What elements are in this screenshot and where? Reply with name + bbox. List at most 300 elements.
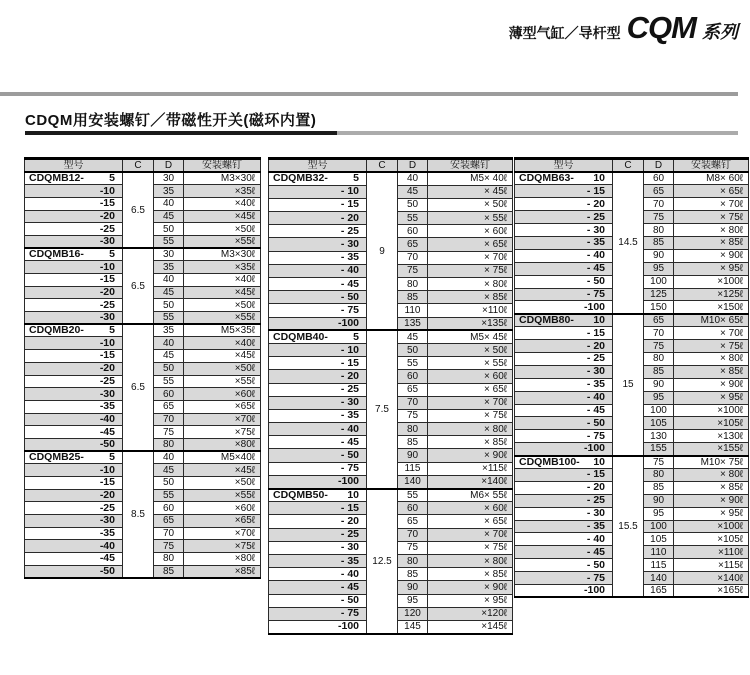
mounting-screw-cell: × 85ℓ bbox=[428, 291, 513, 304]
d-dimension-cell: 50 bbox=[398, 343, 428, 356]
mounting-screw-cell: M8× 60ℓ bbox=[674, 172, 749, 185]
mounting-screw-cell: M3×30ℓ bbox=[184, 248, 261, 261]
stroke-value: 10 bbox=[593, 172, 605, 185]
mounting-screw-cell: × 80ℓ bbox=[674, 352, 749, 365]
mounting-screw-cell: × 85ℓ bbox=[674, 365, 749, 378]
d-dimension-cell: 145 bbox=[398, 620, 428, 633]
stroke-cell: - 30 bbox=[269, 238, 367, 251]
table-row bbox=[269, 489, 513, 502]
d-dimension-cell: 105 bbox=[644, 417, 674, 430]
d-dimension-cell: 60 bbox=[398, 225, 428, 238]
stroke-cell: - 35 bbox=[515, 520, 613, 533]
table-row bbox=[269, 172, 513, 185]
stroke-cell: -25 bbox=[25, 223, 123, 236]
d-dimension-cell: 75 bbox=[644, 456, 674, 469]
c-dimension-cell: 15.5 bbox=[613, 456, 644, 598]
stroke-cell: - 75 bbox=[269, 462, 367, 475]
d-dimension-cell: 70 bbox=[398, 251, 428, 264]
stroke-cell: - 30 bbox=[269, 396, 367, 409]
d-dimension-cell: 80 bbox=[644, 224, 674, 237]
d-dimension-cell: 80 bbox=[398, 423, 428, 436]
mounting-screw-cell: ×105ℓ bbox=[674, 417, 749, 430]
stroke-cell: -20 bbox=[25, 286, 123, 299]
d-dimension-cell: 40 bbox=[154, 451, 184, 464]
d-dimension-cell: 80 bbox=[154, 553, 184, 566]
mounting-screw-cell: × 70ℓ bbox=[674, 327, 749, 340]
d-dimension-cell: 45 bbox=[154, 286, 184, 299]
model-prefix: CDQMB25- bbox=[29, 451, 84, 464]
stroke-cell: - 45 bbox=[269, 278, 367, 291]
stroke-cell: - 75 bbox=[269, 304, 367, 317]
d-dimension-cell: 135 bbox=[398, 317, 428, 330]
mounting-screw-cell: ×75ℓ bbox=[184, 540, 261, 553]
col-header-screw: 安装螺钉 bbox=[428, 159, 513, 173]
d-dimension-cell: 80 bbox=[154, 438, 184, 451]
mounting-screw-cell: ×80ℓ bbox=[184, 553, 261, 566]
stroke-value: 5 bbox=[109, 248, 115, 261]
mounting-screw-cell: × 70ℓ bbox=[674, 198, 749, 211]
d-dimension-cell: 90 bbox=[644, 249, 674, 262]
table-row bbox=[515, 456, 749, 469]
stroke-cell: - 25 bbox=[515, 494, 613, 507]
series-name: CQM bbox=[626, 10, 696, 45]
model-cell bbox=[515, 172, 613, 185]
d-dimension-cell: 80 bbox=[644, 352, 674, 365]
model-prefix: CDQMB20- bbox=[29, 324, 84, 337]
mounting-screw-cell: × 55ℓ bbox=[428, 357, 513, 370]
c-dimension-cell: 6.5 bbox=[123, 172, 154, 248]
stroke-cell: - 15 bbox=[269, 502, 367, 515]
table-row bbox=[515, 314, 749, 327]
d-dimension-cell: 65 bbox=[154, 515, 184, 528]
stroke-cell: - 75 bbox=[515, 430, 613, 443]
d-dimension-cell: 115 bbox=[398, 462, 428, 475]
stroke-cell: - 35 bbox=[269, 409, 367, 422]
mounting-screw-cell: ×100ℓ bbox=[674, 275, 749, 288]
stroke-cell: - 35 bbox=[515, 378, 613, 391]
mounting-screw-cell: × 55ℓ bbox=[428, 212, 513, 225]
d-dimension-cell: 80 bbox=[398, 554, 428, 567]
d-dimension-cell: 45 bbox=[154, 210, 184, 223]
mounting-screw-cell: ×70ℓ bbox=[184, 413, 261, 426]
stroke-cell: - 45 bbox=[269, 581, 367, 594]
d-dimension-cell: 95 bbox=[644, 507, 674, 520]
d-dimension-cell: 155 bbox=[644, 443, 674, 456]
d-dimension-cell: 65 bbox=[398, 515, 428, 528]
stroke-cell: -100 bbox=[515, 443, 613, 456]
stroke-cell: - 45 bbox=[269, 436, 367, 449]
d-dimension-cell: 70 bbox=[154, 413, 184, 426]
stroke-cell: -25 bbox=[25, 375, 123, 388]
d-dimension-cell: 85 bbox=[154, 565, 184, 578]
d-dimension-cell: 85 bbox=[398, 436, 428, 449]
d-dimension-cell: 85 bbox=[644, 481, 674, 494]
stroke-cell: -100 bbox=[269, 317, 367, 330]
section-underline-black bbox=[25, 131, 337, 135]
table-header-row bbox=[25, 159, 261, 173]
stroke-cell: - 15 bbox=[269, 357, 367, 370]
d-dimension-cell: 110 bbox=[398, 304, 428, 317]
mounting-screw-cell: ×65ℓ bbox=[184, 515, 261, 528]
d-dimension-cell: 85 bbox=[398, 568, 428, 581]
mounting-screw-cell: × 95ℓ bbox=[674, 262, 749, 275]
d-dimension-cell: 65 bbox=[398, 383, 428, 396]
stroke-cell: - 45 bbox=[515, 404, 613, 417]
d-dimension-cell: 65 bbox=[154, 400, 184, 413]
mounting-screw-cell: ×100ℓ bbox=[674, 520, 749, 533]
series-type-label: 薄型气缸／导杆型 bbox=[508, 25, 621, 41]
stroke-cell: - 35 bbox=[269, 554, 367, 567]
stroke-cell: - 75 bbox=[515, 572, 613, 585]
mounting-screw-cell: × 50ℓ bbox=[428, 198, 513, 211]
stroke-cell: - 15 bbox=[515, 468, 613, 481]
d-dimension-cell: 100 bbox=[644, 275, 674, 288]
mounting-screw-cell: × 65ℓ bbox=[428, 238, 513, 251]
model-prefix: CDQMB32- bbox=[273, 172, 328, 185]
mounting-screw-cell: × 85ℓ bbox=[428, 568, 513, 581]
mounting-screw-cell: ×35ℓ bbox=[184, 185, 261, 198]
mounting-screw-cell: ×50ℓ bbox=[184, 362, 261, 375]
stroke-value: 10 bbox=[593, 455, 605, 468]
mounting-screw-cell: ×55ℓ bbox=[184, 375, 261, 388]
mounting-screw-cell: ×150ℓ bbox=[674, 301, 749, 314]
d-dimension-cell: 45 bbox=[398, 185, 428, 198]
d-dimension-cell: 60 bbox=[398, 502, 428, 515]
stroke-cell: - 10 bbox=[269, 185, 367, 198]
mounting-screw-cell: × 75ℓ bbox=[428, 541, 513, 554]
stroke-cell: - 20 bbox=[269, 370, 367, 383]
d-dimension-cell: 95 bbox=[644, 391, 674, 404]
col-header-c: C bbox=[123, 159, 154, 173]
mounting-screw-cell: ×40ℓ bbox=[184, 197, 261, 210]
d-dimension-cell: 110 bbox=[644, 546, 674, 559]
mounting-screw-cell: ×140ℓ bbox=[428, 475, 513, 488]
stroke-cell: - 40 bbox=[515, 391, 613, 404]
c-dimension-cell: 14.5 bbox=[613, 172, 644, 314]
stroke-value: 5 bbox=[109, 451, 115, 464]
model-cell bbox=[25, 324, 123, 337]
mounting-screw-cell: × 95ℓ bbox=[674, 507, 749, 520]
c-dimension-cell: 8.5 bbox=[123, 451, 154, 578]
stroke-cell: -30 bbox=[25, 515, 123, 528]
stroke-cell: - 50 bbox=[269, 449, 367, 462]
col-header-c: C bbox=[613, 159, 644, 173]
d-dimension-cell: 100 bbox=[644, 520, 674, 533]
mounting-screw-cell: ×40ℓ bbox=[184, 274, 261, 287]
d-dimension-cell: 80 bbox=[644, 468, 674, 481]
d-dimension-cell: 65 bbox=[644, 185, 674, 198]
d-dimension-cell: 50 bbox=[154, 362, 184, 375]
stroke-cell: - 25 bbox=[515, 211, 613, 224]
section-title: CDQM用安装螺钉／带磁性开关(磁环内置) bbox=[25, 112, 317, 129]
stroke-cell: - 20 bbox=[269, 515, 367, 528]
stroke-cell: - 50 bbox=[269, 594, 367, 607]
stroke-cell: - 45 bbox=[515, 546, 613, 559]
mounting-screw-cell: ×55ℓ bbox=[184, 489, 261, 502]
mounting-screw-cell: × 65ℓ bbox=[428, 515, 513, 528]
d-dimension-cell: 140 bbox=[398, 475, 428, 488]
stroke-value: 10 bbox=[347, 488, 359, 501]
stroke-cell: -10 bbox=[25, 185, 123, 198]
spec-table-middle bbox=[268, 157, 513, 635]
mounting-screw-cell: ×110ℓ bbox=[674, 546, 749, 559]
stroke-cell: -45 bbox=[25, 553, 123, 566]
stroke-cell: - 75 bbox=[269, 607, 367, 620]
mounting-screw-cell: × 90ℓ bbox=[428, 581, 513, 594]
series-suffix-label: 系列 bbox=[702, 22, 738, 42]
mounting-screw-cell: × 85ℓ bbox=[674, 236, 749, 249]
stroke-value: 10 bbox=[593, 313, 605, 326]
stroke-cell: -15 bbox=[25, 274, 123, 287]
mounting-screw-cell: ×80ℓ bbox=[184, 438, 261, 451]
table-header-row bbox=[269, 159, 513, 173]
d-dimension-cell: 55 bbox=[154, 375, 184, 388]
stroke-cell: - 75 bbox=[515, 288, 613, 301]
c-dimension-cell: 12.5 bbox=[367, 489, 398, 634]
mounting-screw-cell: ×50ℓ bbox=[184, 299, 261, 312]
mounting-screw-cell: × 90ℓ bbox=[674, 378, 749, 391]
mounting-screw-cell: M6× 55ℓ bbox=[428, 489, 513, 502]
c-dimension-cell: 7.5 bbox=[367, 330, 398, 488]
d-dimension-cell: 95 bbox=[644, 262, 674, 275]
mounting-screw-cell: ×50ℓ bbox=[184, 477, 261, 490]
model-cell bbox=[25, 451, 123, 464]
d-dimension-cell: 130 bbox=[644, 430, 674, 443]
stroke-cell: -35 bbox=[25, 527, 123, 540]
stroke-cell: - 25 bbox=[515, 352, 613, 365]
d-dimension-cell: 55 bbox=[154, 312, 184, 325]
mounting-screw-cell: ×120ℓ bbox=[428, 607, 513, 620]
mounting-screw-cell: ×45ℓ bbox=[184, 350, 261, 363]
table-row bbox=[25, 324, 261, 337]
d-dimension-cell: 40 bbox=[154, 337, 184, 350]
d-dimension-cell: 55 bbox=[154, 489, 184, 502]
mounting-screw-cell: ×55ℓ bbox=[184, 235, 261, 248]
d-dimension-cell: 50 bbox=[398, 198, 428, 211]
table-row bbox=[25, 451, 261, 464]
stroke-cell: -100 bbox=[269, 620, 367, 633]
stroke-cell: - 45 bbox=[515, 262, 613, 275]
model-cell bbox=[515, 456, 613, 469]
mounting-screw-cell: × 75ℓ bbox=[428, 409, 513, 422]
model-prefix: CDQMB16- bbox=[29, 248, 84, 261]
stroke-cell: - 25 bbox=[269, 383, 367, 396]
mounting-screw-cell: ×55ℓ bbox=[184, 312, 261, 325]
mounting-screw-cell: × 75ℓ bbox=[428, 264, 513, 277]
model-cell bbox=[269, 172, 367, 185]
stroke-cell: -30 bbox=[25, 388, 123, 401]
mounting-screw-cell: ×60ℓ bbox=[184, 388, 261, 401]
stroke-cell: -25 bbox=[25, 299, 123, 312]
mounting-screw-cell: ×75ℓ bbox=[184, 426, 261, 439]
spec-table-left bbox=[24, 157, 261, 579]
d-dimension-cell: 60 bbox=[154, 388, 184, 401]
mounting-screw-cell: ×105ℓ bbox=[674, 533, 749, 546]
mounting-screw-cell: × 70ℓ bbox=[428, 251, 513, 264]
mounting-screw-cell: M5× 40ℓ bbox=[428, 172, 513, 185]
mounting-screw-cell: × 60ℓ bbox=[428, 225, 513, 238]
stroke-cell: - 30 bbox=[515, 365, 613, 378]
model-prefix: CDQMB50- bbox=[273, 488, 328, 501]
mounting-screw-cell: × 65ℓ bbox=[674, 185, 749, 198]
table-row bbox=[25, 172, 261, 185]
d-dimension-cell: 75 bbox=[644, 340, 674, 353]
mounting-screw-cell: × 75ℓ bbox=[674, 340, 749, 353]
stroke-cell: -20 bbox=[25, 210, 123, 223]
section-underline-rule bbox=[25, 131, 738, 135]
model-cell bbox=[269, 489, 367, 502]
mounting-screw-cell: ×110ℓ bbox=[428, 304, 513, 317]
col-header-screw: 安装螺钉 bbox=[674, 159, 749, 173]
stroke-cell: - 35 bbox=[269, 251, 367, 264]
mounting-screw-cell: × 80ℓ bbox=[428, 554, 513, 567]
model-cell bbox=[515, 314, 613, 327]
mounting-screw-cell: ×45ℓ bbox=[184, 464, 261, 477]
model-prefix: CDQMB80- bbox=[519, 313, 574, 326]
stroke-cell: -40 bbox=[25, 413, 123, 426]
d-dimension-cell: 75 bbox=[398, 264, 428, 277]
mounting-screw-cell: × 85ℓ bbox=[674, 481, 749, 494]
stroke-cell: -50 bbox=[25, 438, 123, 451]
mounting-screw-cell: ×145ℓ bbox=[428, 620, 513, 633]
col-header-d: D bbox=[644, 159, 674, 173]
mounting-screw-cell: M5×40ℓ bbox=[184, 451, 261, 464]
stroke-cell: -30 bbox=[25, 312, 123, 325]
stroke-cell: - 50 bbox=[515, 559, 613, 572]
stroke-cell: - 40 bbox=[515, 533, 613, 546]
model-prefix: CDQMB63- bbox=[519, 172, 574, 185]
mounting-screw-cell: M3×30ℓ bbox=[184, 172, 261, 185]
mounting-screw-cell: ×130ℓ bbox=[674, 430, 749, 443]
stroke-cell: -50 bbox=[25, 565, 123, 578]
d-dimension-cell: 50 bbox=[154, 223, 184, 236]
stroke-cell: - 50 bbox=[515, 275, 613, 288]
d-dimension-cell: 50 bbox=[154, 477, 184, 490]
mounting-screw-cell: ×60ℓ bbox=[184, 502, 261, 515]
d-dimension-cell: 50 bbox=[154, 299, 184, 312]
stroke-cell: - 40 bbox=[515, 249, 613, 262]
stroke-cell: -15 bbox=[25, 197, 123, 210]
stroke-value: 5 bbox=[109, 324, 115, 337]
d-dimension-cell: 30 bbox=[154, 172, 184, 185]
col-header-model: 型号 bbox=[25, 159, 123, 173]
mounting-screw-cell: × 80ℓ bbox=[428, 278, 513, 291]
stroke-cell: -35 bbox=[25, 400, 123, 413]
stroke-cell: - 30 bbox=[269, 541, 367, 554]
stroke-cell: - 40 bbox=[269, 568, 367, 581]
mounting-screw-cell: ×165ℓ bbox=[674, 585, 749, 598]
d-dimension-cell: 85 bbox=[644, 236, 674, 249]
mounting-screw-cell: × 70ℓ bbox=[428, 396, 513, 409]
d-dimension-cell: 60 bbox=[398, 370, 428, 383]
model-cell bbox=[25, 172, 123, 185]
mounting-screw-cell: × 60ℓ bbox=[428, 502, 513, 515]
d-dimension-cell: 90 bbox=[398, 581, 428, 594]
spec-table-middle-wrap bbox=[268, 157, 512, 635]
spec-table-right-wrap bbox=[514, 157, 748, 598]
d-dimension-cell: 70 bbox=[398, 396, 428, 409]
mounting-screw-cell: M5× 45ℓ bbox=[428, 330, 513, 343]
mounting-screw-cell: ×65ℓ bbox=[184, 400, 261, 413]
mounting-screw-cell: ×50ℓ bbox=[184, 223, 261, 236]
mounting-screw-cell: ×85ℓ bbox=[184, 565, 261, 578]
stroke-cell: -10 bbox=[25, 464, 123, 477]
mounting-screw-cell: × 75ℓ bbox=[674, 211, 749, 224]
stroke-value: 5 bbox=[353, 330, 359, 343]
stroke-value: 5 bbox=[109, 172, 115, 185]
stroke-cell: -15 bbox=[25, 350, 123, 363]
stroke-cell: -25 bbox=[25, 502, 123, 515]
d-dimension-cell: 60 bbox=[644, 172, 674, 185]
d-dimension-cell: 70 bbox=[644, 327, 674, 340]
d-dimension-cell: 45 bbox=[154, 350, 184, 363]
mounting-screw-cell: × 80ℓ bbox=[674, 468, 749, 481]
mounting-screw-cell: × 85ℓ bbox=[428, 436, 513, 449]
stroke-cell: -20 bbox=[25, 489, 123, 502]
d-dimension-cell: 90 bbox=[644, 494, 674, 507]
stroke-cell: - 25 bbox=[269, 225, 367, 238]
mounting-screw-cell: ×40ℓ bbox=[184, 337, 261, 350]
d-dimension-cell: 65 bbox=[398, 238, 428, 251]
mounting-screw-cell: × 80ℓ bbox=[674, 224, 749, 237]
d-dimension-cell: 65 bbox=[644, 314, 674, 327]
stroke-cell: - 15 bbox=[515, 327, 613, 340]
stroke-cell: - 50 bbox=[269, 291, 367, 304]
d-dimension-cell: 100 bbox=[644, 404, 674, 417]
d-dimension-cell: 75 bbox=[398, 541, 428, 554]
c-dimension-cell: 6.5 bbox=[123, 324, 154, 451]
model-prefix: CDQMB100- bbox=[519, 455, 580, 468]
mounting-screw-cell: M5×35ℓ bbox=[184, 324, 261, 337]
mounting-screw-cell: × 65ℓ bbox=[428, 383, 513, 396]
mounting-screw-cell: × 60ℓ bbox=[428, 370, 513, 383]
mounting-screw-cell: ×125ℓ bbox=[674, 288, 749, 301]
d-dimension-cell: 55 bbox=[398, 489, 428, 502]
d-dimension-cell: 70 bbox=[644, 198, 674, 211]
mounting-screw-cell: ×35ℓ bbox=[184, 261, 261, 274]
table-header-row bbox=[515, 159, 749, 173]
d-dimension-cell: 45 bbox=[154, 464, 184, 477]
mounting-screw-cell: × 45ℓ bbox=[428, 185, 513, 198]
stroke-cell: - 40 bbox=[269, 423, 367, 436]
table-row bbox=[515, 172, 749, 185]
stroke-cell: -10 bbox=[25, 337, 123, 350]
table-row bbox=[25, 248, 261, 261]
stroke-value: 5 bbox=[353, 172, 359, 185]
d-dimension-cell: 35 bbox=[154, 324, 184, 337]
stroke-cell: - 20 bbox=[515, 198, 613, 211]
mounting-screw-cell: × 90ℓ bbox=[428, 449, 513, 462]
mounting-screw-cell: M10× 65ℓ bbox=[674, 314, 749, 327]
stroke-cell: - 15 bbox=[269, 198, 367, 211]
mounting-screw-cell: ×135ℓ bbox=[428, 317, 513, 330]
col-header-model: 型号 bbox=[269, 159, 367, 173]
stroke-cell: - 15 bbox=[515, 185, 613, 198]
c-dimension-cell: 9 bbox=[367, 172, 398, 330]
page-brand-header bbox=[509, 10, 738, 46]
stroke-cell: -20 bbox=[25, 362, 123, 375]
d-dimension-cell: 40 bbox=[154, 274, 184, 287]
mounting-screw-cell: × 90ℓ bbox=[674, 249, 749, 262]
c-dimension-cell: 6.5 bbox=[123, 248, 154, 324]
mounting-screw-cell: × 70ℓ bbox=[428, 528, 513, 541]
model-prefix: CDQMB40- bbox=[273, 330, 328, 343]
stroke-cell: - 25 bbox=[269, 528, 367, 541]
spec-table-right bbox=[514, 157, 749, 598]
d-dimension-cell: 85 bbox=[398, 291, 428, 304]
stroke-cell: -100 bbox=[515, 301, 613, 314]
d-dimension-cell: 60 bbox=[154, 502, 184, 515]
